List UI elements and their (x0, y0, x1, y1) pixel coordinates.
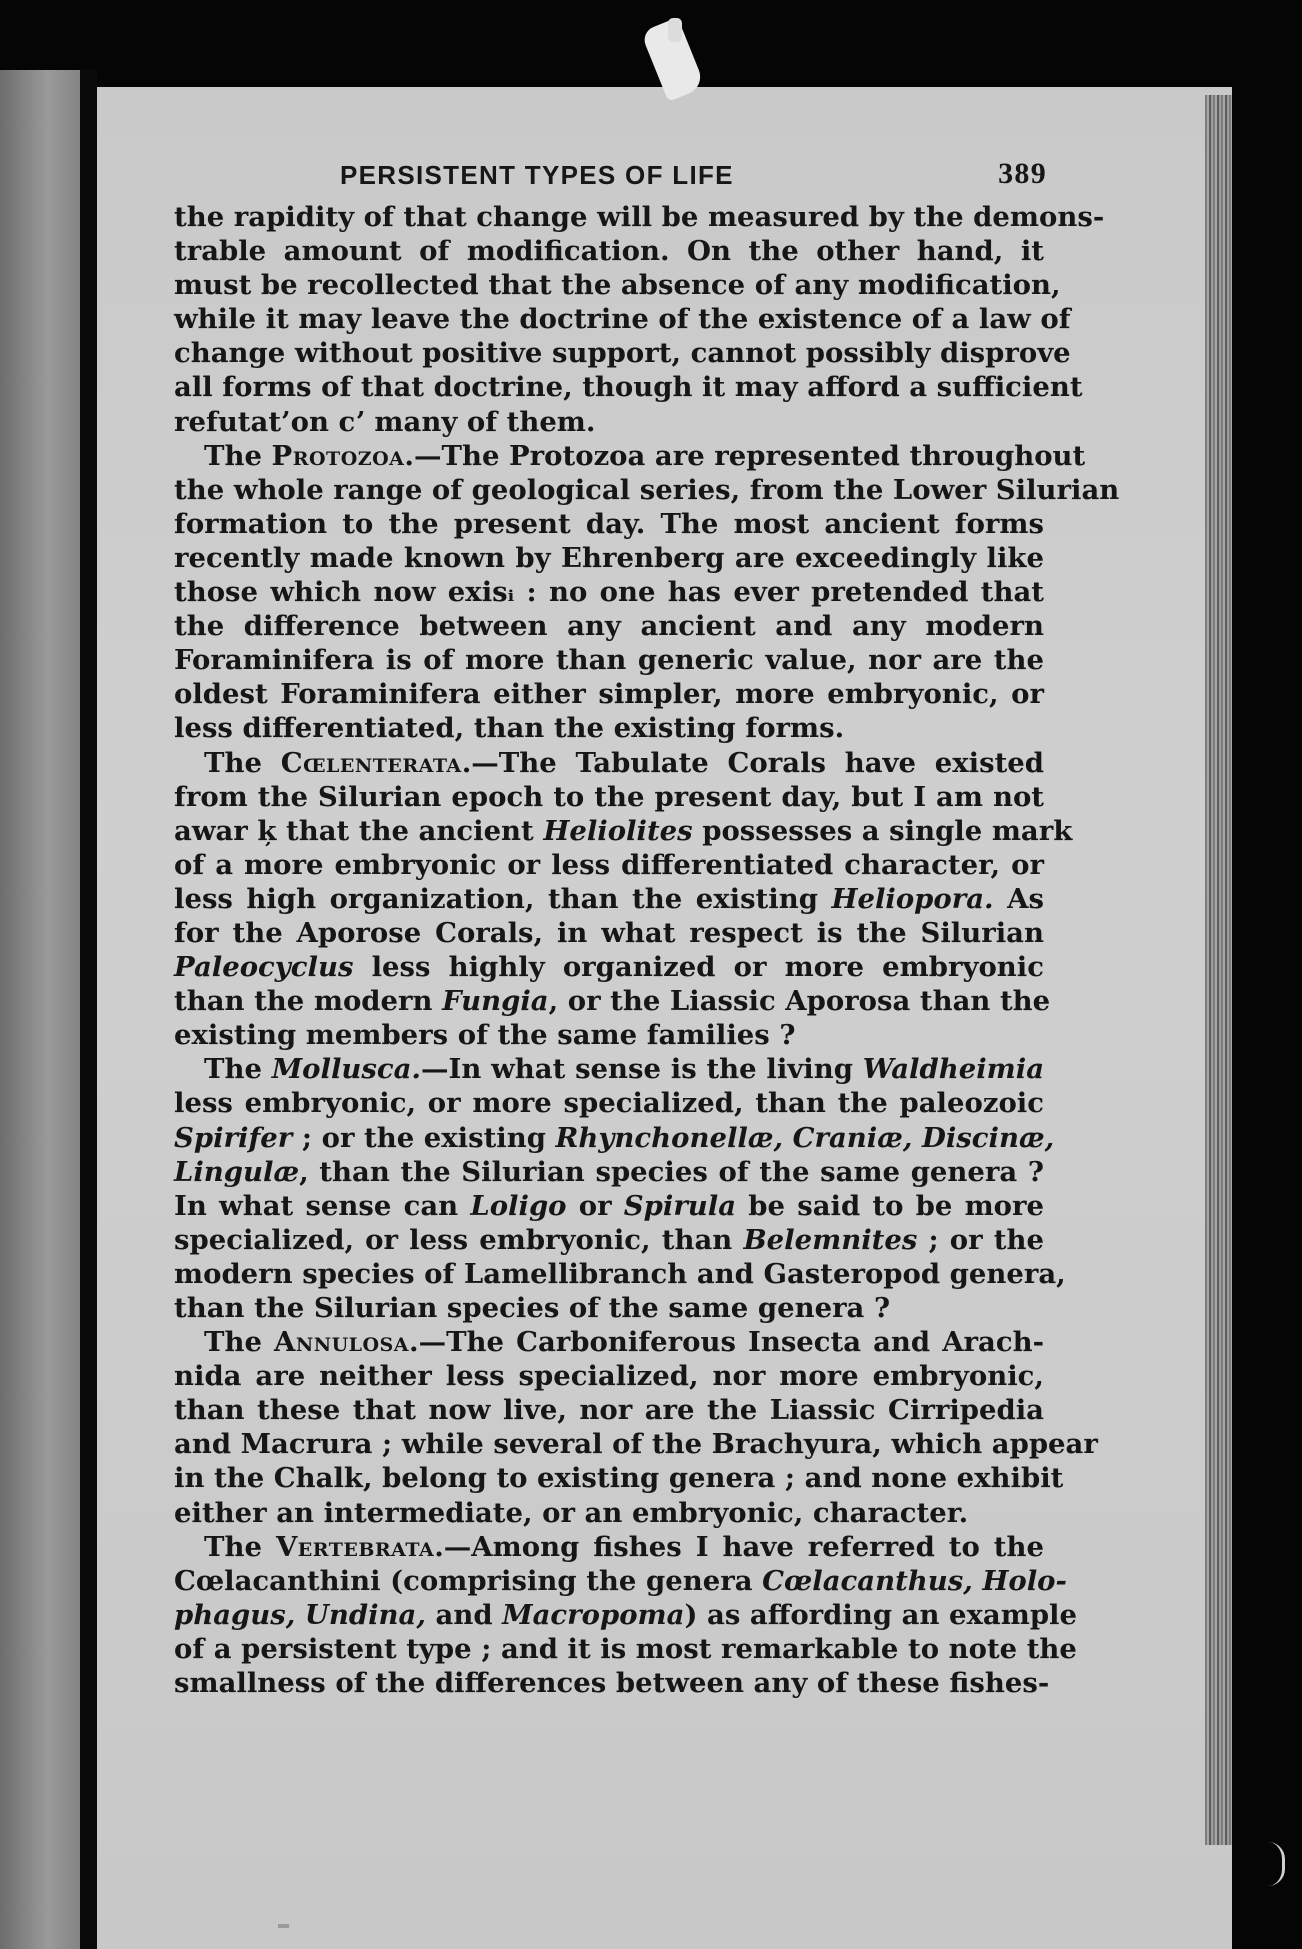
text-segment: Spirifer (174, 1121, 293, 1154)
text-line (174, 643, 1044, 677)
facing-page-edge (0, 70, 80, 1949)
text-segment: Waldheimia (862, 1053, 1045, 1086)
text-segment: those which now exisᵢ : no one has ever pretended that (174, 576, 1044, 609)
text-line (174, 268, 1061, 302)
text-segment: ; or the (917, 1223, 1044, 1256)
text-line (174, 1018, 1044, 1052)
text-segment: while it may leave the doctrine of the existence of a law of (174, 303, 1071, 336)
text-segment: in the Chalk, belong to existing genera ; and none exhibit (174, 1462, 1064, 1495)
text-segment: .—Among fishes I have referred to the (434, 1530, 1044, 1563)
text-segment: Fungia (442, 985, 549, 1018)
text-line (174, 1496, 1044, 1530)
text-segment: The (204, 746, 281, 779)
text-segment: , or the Liassic Aporosa than the (548, 985, 1051, 1018)
text-segment: must be recollected that the absence of any modification, (174, 269, 1061, 302)
text-segment: Spirula (623, 1189, 737, 1222)
text-segment: awar ķ that the ancient (174, 814, 544, 847)
text-segment: either an intermediate, or an embryonic, character. (174, 1496, 969, 1529)
text-line (174, 234, 1044, 268)
text-segment: Heliolites (543, 814, 693, 847)
text-segment: Lingulæ (174, 1155, 300, 1188)
text-segment: smallness of the differences between any of these fishes- (174, 1667, 1050, 1700)
paper-clip-mark-top (668, 18, 682, 42)
text-segment: nida are neither less specialized, nor more embryonic, (174, 1360, 1044, 1393)
text-segment: , than the Silurian species of the same genera ? (299, 1155, 1044, 1188)
text-segment: of a more embryonic or less differentiated character, or (174, 848, 1044, 881)
text-line (174, 916, 1044, 950)
text-segment: and (425, 1598, 503, 1631)
text-line (174, 677, 1044, 711)
text-line (174, 1598, 1077, 1632)
body-text (174, 200, 1120, 1700)
text-segment: Loligo (470, 1189, 567, 1222)
text-segment: In what sense can (174, 1189, 471, 1222)
text-line (174, 1564, 1067, 1598)
running-head-title: PERSISTENT TYPES OF LIFE (340, 160, 734, 190)
text-segment: ; or the existing (292, 1121, 556, 1154)
text-line (174, 882, 1044, 916)
text-segment: existing members of the same families ? (174, 1019, 796, 1052)
text-segment: Cœlenterata (280, 746, 462, 779)
text-line (174, 1155, 1044, 1189)
text-line (174, 848, 1044, 882)
text-line (174, 609, 1044, 643)
text-segment: The (204, 1053, 272, 1086)
text-segment: recently made known by Ehrenberg are exceedingly like (174, 541, 1044, 574)
text-line (174, 200, 1105, 234)
text-segment: of a persistent type ; and it is most remarkable to note the (174, 1632, 1077, 1665)
text-segment: —In what sense is the living (421, 1053, 863, 1086)
scan-artifact-bracket (1268, 1842, 1285, 1886)
text-segment: Heliopora. (831, 882, 994, 915)
text-line (174, 439, 1086, 473)
text-segment: all forms of that doctrine, though it may afford a sufficient (174, 371, 1083, 404)
text-segment: Cœlacanthus, Holo- (762, 1564, 1067, 1597)
text-line (174, 405, 1044, 439)
text-segment: Foraminifera is of more than generic value, nor are the (174, 644, 1044, 677)
text-line (174, 711, 1044, 745)
text-segment: the rapidity of that change will be measured by the demons- (174, 201, 1105, 233)
text-line (174, 1121, 1055, 1155)
text-segment: .—The Tabulate Corals have existed (461, 746, 1045, 779)
text-segment: trable amount of modification. On the other hand, it (174, 235, 1044, 268)
text-segment: Vertebrata (275, 1530, 435, 1563)
text-segment: than the Silurian species of the same genera ? (174, 1292, 891, 1324)
text-line (174, 984, 1051, 1018)
text-line (174, 1632, 1077, 1666)
text-line (174, 1086, 1044, 1120)
text-line (174, 950, 1044, 984)
text-segment: less embryonic, or more specialized, than the paleozoic (174, 1087, 1044, 1120)
text-line (174, 1325, 1044, 1359)
text-line (174, 1291, 1044, 1325)
text-segment: Annulosa (274, 1326, 410, 1359)
text-segment: Paleocyclus (174, 951, 354, 984)
text-line (174, 746, 1044, 780)
book-gutter (80, 70, 97, 1949)
text-line (174, 814, 1073, 848)
text-segment: Protozoa (271, 439, 405, 472)
text-segment: formation to the present day. The most ancient forms (174, 507, 1044, 540)
text-segment: possesses a single mark (692, 814, 1073, 847)
text-line (174, 1461, 1064, 1495)
text-segment: refutat’on сʼ many of them. (174, 405, 596, 438)
text-segment: than the modern (174, 985, 443, 1018)
text-line (174, 473, 1120, 507)
text-segment: Macropoma (502, 1598, 685, 1631)
text-segment: The (204, 1326, 274, 1359)
text-segment: or (566, 1189, 624, 1222)
page-edges (1205, 95, 1232, 1845)
text-line (174, 1530, 1044, 1564)
text-segment: be said to be more (736, 1189, 1044, 1222)
text-segment: As (993, 882, 1044, 915)
text-segment: for the Aporose Corals, in what respect is the Silurian (174, 916, 1044, 949)
text-segment: specialized, or less embryonic, than (174, 1223, 744, 1256)
text-line (174, 541, 1044, 575)
text-line (174, 1427, 1098, 1461)
text-segment: Rhynchonellæ, Craniæ, Discinæ, (555, 1121, 1055, 1154)
text-line (174, 1052, 1044, 1086)
text-line (174, 507, 1044, 541)
text-segment: The (204, 439, 272, 472)
text-segment: and Macrura ; while several of the Brachyura, which appear (174, 1428, 1098, 1461)
scan-artifact-dash (278, 1924, 289, 1928)
text-segment: change without positive support, cannot possibly disprove (174, 337, 1071, 370)
text-segment: less differentiated, than the existing forms. (174, 712, 845, 745)
text-segment: Cœlacanthini (comprising the genera (174, 1564, 763, 1597)
text-segment: .—The Carboniferous Insecta and Arach- (409, 1326, 1044, 1359)
text-line (174, 336, 1071, 370)
text-segment: less highly organized or more embryonic (353, 951, 1044, 984)
page-number: 389 (998, 157, 1047, 190)
text-segment: than these that now live, nor are the Liassic Cirripedia (174, 1394, 1044, 1427)
text-line (174, 575, 1044, 609)
text-segment: the difference between any ancient and any modern (174, 610, 1044, 643)
text-line (174, 1666, 1050, 1700)
text-segment: .—The Protozoa are represented throughout (404, 439, 1086, 472)
text-segment: the whole range of geological series, from the Lower Silurian (174, 473, 1120, 506)
text-segment: oldest Foraminifera either simpler, more embryonic, or (174, 678, 1044, 711)
text-line (174, 1257, 1066, 1291)
text-segment: modern species of Lamellibranch and Gasteropod genera, (174, 1257, 1066, 1290)
text-segment: Mollusca. (271, 1053, 422, 1086)
text-segment: from the Silurian epoch to the present day, but I am not (174, 780, 1044, 813)
text-line (174, 370, 1083, 404)
text-segment: phagus, Undina, (174, 1598, 426, 1631)
text-segment: The (204, 1530, 276, 1563)
text-line (174, 1393, 1044, 1427)
text-segment: ) as affording an example (684, 1598, 1077, 1631)
text-segment: Belemnites (743, 1223, 918, 1256)
text-segment: less high organization, than the existing (174, 882, 832, 915)
text-line (174, 780, 1044, 814)
text-line (174, 1359, 1044, 1393)
text-line (174, 1189, 1044, 1223)
text-line (174, 1223, 1044, 1257)
text-line (174, 302, 1071, 336)
